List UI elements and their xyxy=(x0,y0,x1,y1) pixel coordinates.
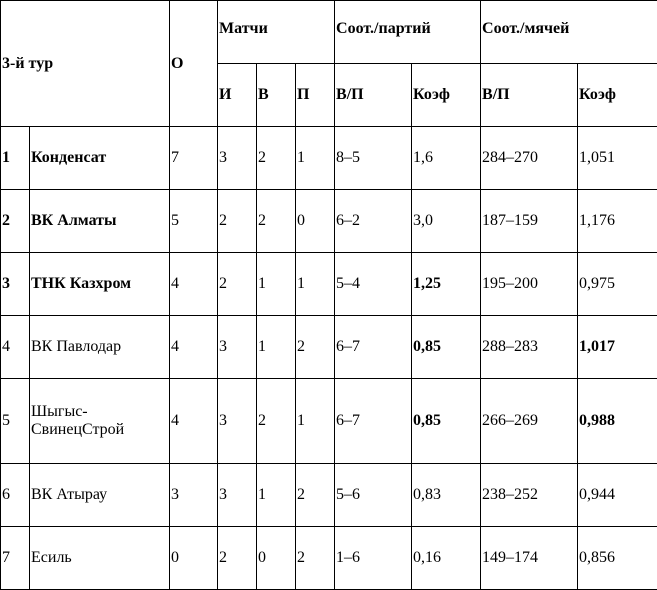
cell-won: 2 xyxy=(257,190,296,253)
cell-lost: 1 xyxy=(296,253,335,316)
cell-name: Шыгыс-СвинецСтрой xyxy=(30,379,170,464)
cell-sets-wl: 6–7 xyxy=(335,316,412,379)
cell-sets-coef: 0,85 xyxy=(412,379,481,464)
cell-rank: 3 xyxy=(1,253,30,316)
cell-rank: 5 xyxy=(1,379,30,464)
table-row xyxy=(1,316,657,379)
cell-played: 3 xyxy=(218,379,257,464)
cell-sets-wl: 5–4 xyxy=(335,253,412,316)
cell-points: 0 xyxy=(170,527,218,590)
cell-sets-wl: 8–5 xyxy=(335,127,412,190)
cell-played: 2 xyxy=(218,527,257,590)
cell-won: 1 xyxy=(257,464,296,527)
won-header: В xyxy=(257,64,296,127)
table-row xyxy=(1,464,657,527)
cell-played: 3 xyxy=(218,316,257,379)
cell-balls-wl: 238–252 xyxy=(481,464,578,527)
cell-name: Есиль xyxy=(30,527,170,590)
cell-balls-coef: 0,944 xyxy=(578,464,657,527)
lost-header: П xyxy=(296,64,335,127)
cell-balls-wl: 187–159 xyxy=(481,190,578,253)
cell-balls-wl: 266–269 xyxy=(481,379,578,464)
cell-won: 0 xyxy=(257,527,296,590)
cell-lost: 2 xyxy=(296,527,335,590)
table-row xyxy=(1,379,657,464)
cell-lost: 2 xyxy=(296,464,335,527)
cell-won: 1 xyxy=(257,316,296,379)
cell-sets-coef: 1,25 xyxy=(412,253,481,316)
cell-played: 3 xyxy=(218,464,257,527)
table-row xyxy=(1,127,657,190)
cell-rank: 6 xyxy=(1,464,30,527)
standings-body xyxy=(1,127,657,590)
cell-balls-wl: 288–283 xyxy=(481,316,578,379)
points-header: О xyxy=(170,1,218,127)
table-row xyxy=(1,253,657,316)
cell-name: ТНК Казхром xyxy=(30,253,170,316)
cell-balls-wl: 284–270 xyxy=(481,127,578,190)
round-header: 3-й тур xyxy=(1,1,170,127)
cell-points: 7 xyxy=(170,127,218,190)
played-header: И xyxy=(218,64,257,127)
sets-coef-header: Коэф xyxy=(412,64,481,127)
cell-rank: 2 xyxy=(1,190,30,253)
cell-rank: 1 xyxy=(1,127,30,190)
cell-won: 2 xyxy=(257,127,296,190)
cell-name: ВК Павлодар xyxy=(30,316,170,379)
cell-sets-coef: 0,16 xyxy=(412,527,481,590)
balls-wl-header: В/П xyxy=(481,64,578,127)
cell-rank: 7 xyxy=(1,527,30,590)
cell-balls-coef: 0,856 xyxy=(578,527,657,590)
cell-sets-coef: 0,83 xyxy=(412,464,481,527)
table-row xyxy=(1,190,657,253)
balls-coef-header: Коэф xyxy=(578,64,657,127)
cell-name: ВК Алматы xyxy=(30,190,170,253)
cell-points: 4 xyxy=(170,316,218,379)
cell-played: 2 xyxy=(218,190,257,253)
cell-points: 4 xyxy=(170,379,218,464)
cell-balls-coef: 0,988 xyxy=(578,379,657,464)
cell-won: 1 xyxy=(257,253,296,316)
cell-sets-coef: 1,6 xyxy=(412,127,481,190)
cell-balls-coef: 1,017 xyxy=(578,316,657,379)
balls-ratio-header: Соот./мячей xyxy=(481,1,657,64)
cell-rank: 4 xyxy=(1,316,30,379)
cell-balls-wl: 149–174 xyxy=(481,527,578,590)
cell-lost: 0 xyxy=(296,190,335,253)
cell-lost: 1 xyxy=(296,379,335,464)
table-row xyxy=(1,527,657,590)
cell-points: 5 xyxy=(170,190,218,253)
cell-sets-wl: 1–6 xyxy=(335,527,412,590)
cell-sets-coef: 0,85 xyxy=(412,316,481,379)
cell-name: Конденсат xyxy=(30,127,170,190)
cell-played: 2 xyxy=(218,253,257,316)
cell-balls-coef: 1,176 xyxy=(578,190,657,253)
cell-points: 4 xyxy=(170,253,218,316)
cell-played: 3 xyxy=(218,127,257,190)
cell-points: 3 xyxy=(170,464,218,527)
sets-ratio-header: Соот./партий xyxy=(335,1,481,64)
sets-wl-header: В/П xyxy=(335,64,412,127)
cell-balls-wl: 195–200 xyxy=(481,253,578,316)
cell-sets-coef: 3,0 xyxy=(412,190,481,253)
cell-name: ВК Атырау xyxy=(30,464,170,527)
cell-sets-wl: 6–7 xyxy=(335,379,412,464)
matches-header: Матчи xyxy=(218,1,335,64)
cell-balls-coef: 1,051 xyxy=(578,127,657,190)
cell-sets-wl: 6–2 xyxy=(335,190,412,253)
cell-sets-wl: 5–6 xyxy=(335,464,412,527)
cell-balls-coef: 0,975 xyxy=(578,253,657,316)
cell-lost: 2 xyxy=(296,316,335,379)
cell-won: 2 xyxy=(257,379,296,464)
cell-lost: 1 xyxy=(296,127,335,190)
